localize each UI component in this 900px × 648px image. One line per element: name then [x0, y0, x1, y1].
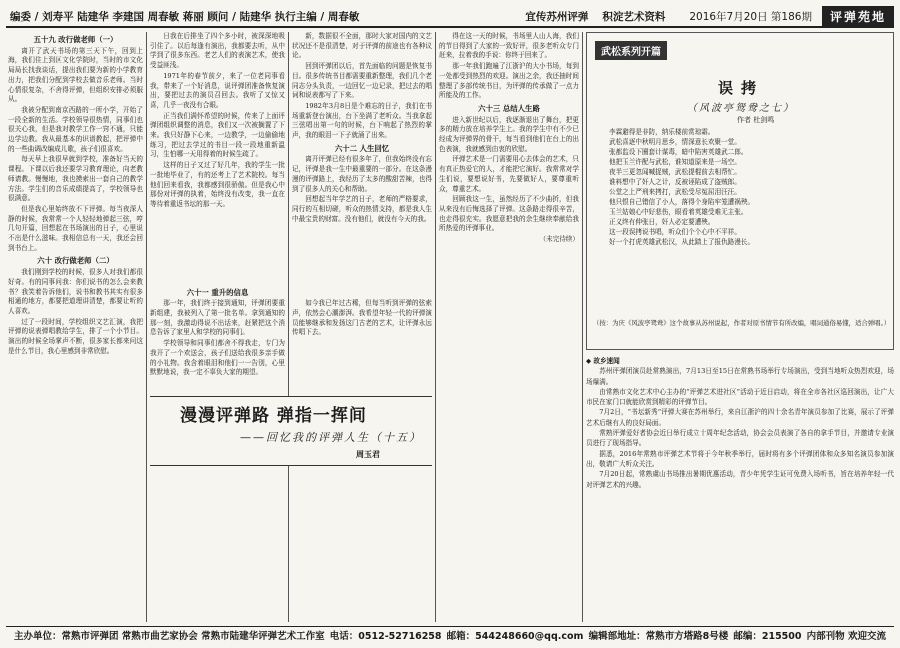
poem-line: 好一个打虎英雄武松汉，从此踏上了报仇路漫长。 [609, 238, 755, 246]
poem-subtitle: （风波亭鸳鸯之七） [687, 103, 795, 114]
paragraph: 我被分配到南京西路的一所小学，开始了一段全新的生活。学校领导很热情，同事们也很关心我，但是我对教学工作一窍不通，只能边学边教。我从最基本的识谱教起，把评弹中的一些曲调改编成儿歌，孩子们很喜欢。 [8, 105, 143, 153]
news-item: 7月2日，“书坛新秀”评弹大赛在苏州举行，来自江浙沪的四十余名青年演员参加了比赛，展示了评弹艺术后继有人的良好局面。 [586, 408, 894, 427]
footer-phone: 电话：0512-52716258 [329, 630, 442, 642]
news-heading: ◆ 故乡速闻 [586, 357, 620, 365]
paragraph: 1982年3月8日是个难忘的日子，我们在书场重新登台演出，台下坐满了老听众。当我拿起三弦唱出第一句的时候，台下响起了热烈的掌声，我的眼泪一下子就涌了出来。 [292, 101, 432, 140]
footer [6, 626, 894, 642]
poem-line: 正义终有伸张日，奸人必定要遭殃。 [609, 218, 715, 226]
column-3 [292, 32, 432, 622]
paragraph: 回顾我这一生，虽然经历了不少曲折，但我从来没有后悔选择了评弹。这条路走得很辛苦，也走得很充实。我愿意把我的余生继续奉献给我所热爱的评弹事业。 [439, 195, 579, 233]
poem-line: 谁料想中了奸人之计，反被诬陷成了盗贼郎。 [609, 178, 741, 186]
paragraph: 我们刚到学校的时候，很多人对我们都很好奇。有的同事问我：你们说书的怎么会来教书？我笑着告诉他们，说书和教书其实有很多相通的地方，都要把道理讲清楚，都要让听的人喜欢。 [8, 268, 143, 315]
feature-subtitle: ——回忆我的评弹人生（十五） [240, 431, 422, 444]
column-divider [435, 32, 436, 622]
section-heading: 六十 改行做老师（二） [37, 256, 114, 266]
column-divider [582, 32, 583, 622]
paragraph: 学校领导和同事们都舍不得我走，专门为我开了一个欢送会，孩子们送给我很多亲手做的小礼物。我含着眼泪和他们一一告别，心里默默地说，我一定不辜负大家的期望。 [150, 339, 285, 377]
poem-line: 公堂之上严刑来拷打，武松受尽冤屈泪汪汪。 [609, 188, 741, 196]
feature-title: 漫漫评弹路 弹指一挥间 [180, 406, 367, 426]
column-divider [288, 32, 289, 622]
news-item: 苏州评弹团演员赴常熟演出，7月13日至15日在常熟书场举行专场演出，受到当地听众热烈欢迎，场场爆满。 [586, 367, 894, 386]
news-item: 据悉，2016年常熟市评弹艺术节将于今年秋季举行，届时将有多个评弹团体和众多知名演员参加演出，敬请广大听众关注。 [586, 449, 894, 468]
paragraph: 得在这一天的时候，书场里人山人海，我们的节目得到了大家的一致好评，很多老听众专门赶来，拉着我的手说：你终于回来了。 [439, 32, 579, 60]
poem-line: 他把玉兰许配与武松，谁知道原来是一场空。 [609, 158, 741, 166]
paragraph: 1971年的春节前夕，来了一位老同事看我，带来了一个好消息，说评弹团准备恢复演出，要把过去的演员召回去。我听了又惊又喜，几乎一夜没有合眼。 [150, 71, 285, 109]
feature-title-block [150, 396, 432, 466]
poem-box [586, 32, 894, 350]
news-item: 7月20日起，常熟虞山书场推出暑期优惠活动，青少年凭学生证可免费入场听书，旨在培养年轻一代对评弹艺术的兴趣。 [586, 470, 894, 489]
paragraph: 离开了武天书场的第三天下午，回到上海，我们住上到区文化学院时，当时的市文化局局长找我谈话，提出我们要为新的小学教育出力，把我们分配到学校去做音乐老师。当时心情很复杂，不舍得评弹，但组织安排必须服从。 [8, 46, 143, 104]
issue-date: 2016年7月20日 第186期 [689, 10, 812, 23]
paragraph: 那一年，我们终于接到通知，评弹团要重新组建，我被列入了第一批名单。拿到通知的那一刻，我激动得说不出话来，赶紧把这个消息告诉了家里人和学校的同事们。 [150, 299, 285, 337]
paragraph: 正当我们满怀希望的时候，传来了上面评弹团组织调整的消息，我们又一次被搁置了下来。我只好静下心来，一边教学，一边偷偷地练习，把过去学过的书目一段一段地重新温习，生怕哪一天用得着的时候生疏了。 [150, 111, 285, 159]
footer-address: 编辑部地址：常熟市方塔路8号楼 [588, 630, 729, 642]
column-head: 武松系列开篇 [595, 41, 667, 60]
poem-line: 这一段误拷说书唱，听众们个个心中不平祥。 [609, 228, 741, 236]
editors-line: 编委 / 刘寿平 陆建华 李建国 周春敏 蒋丽 顾问 / 陆建华 执行主编 / 周春敏 [10, 10, 360, 23]
paper-name: 宜传苏州评弹 [525, 10, 589, 23]
feature-author: 周玉君 [356, 449, 380, 459]
news-box [586, 356, 894, 624]
paragraph: 评弹艺术是一门需要用心去体会的艺术，只有真正热爱它的人，才能把它演好。我常常对学生们说，要想说好书，先要做好人，要尊重听众，尊重艺术。 [439, 155, 579, 193]
column-1 [8, 32, 143, 622]
page-banner: 评弹苑地 [822, 6, 894, 27]
paragraph: 这样的日子又过了好几年，我的学生一批一批地毕业了，有的还考上了艺术院校。每当他们回来看我，我都感到很骄傲。但是我心中那份对评弹的执着，始终没有改变，我一直在等待着重返书坛的那一天。 [150, 161, 285, 208]
paragraph: 如今我已年过古稀，但每当听到评弹的弦索声，依然会心潮澎湃。我希望年轻一代的评弹演员能够继承和发扬这门古老的艺术，让评弹永远传唱下去。 [292, 299, 432, 337]
poem-note: （按：为庆《风波亭鸳鸯》这个故事从苏州说起，作者对原书情节有所改编，唱词通俗易懂，适合弹唱。） [593, 319, 891, 327]
section-heading: 六十一 重升的信息 [186, 287, 249, 297]
to-be-continued: （未完待续） [539, 235, 579, 244]
poem-lines [609, 127, 877, 247]
right-section [586, 32, 894, 624]
paragraph: 离开评弹已经有很多年了，但我始终没有忘记，评弹是我一生中最重要的一部分。在这条漫漫的评弹路上，我经历了太多的酸甜苦辣，也得到了很多人的关心和帮助。 [292, 155, 432, 193]
poem-line: 夜半三更忽闻喊捉贼，武松提棍前去相帮忙。 [609, 168, 741, 176]
poem-author: 作者 杜剑鸣 [737, 116, 775, 124]
poem-title: 误拷 [717, 79, 764, 97]
paragraph: 新，数据很不全面，那时大家对国内的文艺状况还不是很清楚，对于评弹的前途也有各种议论。 [292, 32, 432, 60]
section-name: 积淀艺术资料 [602, 10, 666, 23]
footer-sponsor: 主办单位：常熟市评弹团 常熟市曲艺家协会 常熟市陆建华评弹艺术工作室 [14, 630, 325, 642]
poem-line: 张都监设下圈套计谋毒，暗中陷害英雄武二郎。 [609, 148, 748, 156]
paragraph: 那一年我们跑遍了江浙沪的大小书场，每到一处都受到热烈的欢迎。演出之余，我还抽时间整理了多部传统书目，为评弹的传承做了一点力所能及的工作。 [439, 62, 579, 100]
poem-line: 李霖避得是非防，纳乐楼前赏琼霜。 [609, 128, 715, 136]
section-heading: 五十九 改行做老师（一） [33, 35, 118, 44]
paragraph: 回想起当年学艺的日子，老师的严格要求，同行的互相切磋，听众的热情支持，都是我人生中最宝贵的财富。没有他们，就没有今天的我。 [292, 195, 432, 223]
column-2 [150, 32, 285, 622]
paragraph: 回到评弹团以后，首先面临的问题是恢复书目。很多传统书目都需要重新整理，我们几个老同志分头负责，一边回忆一边记录，把过去的唱词和说表都写了下来。 [292, 62, 432, 100]
paragraph: 进入新世纪以后，我逐渐退出了舞台，把更多的精力放在培养学生上。我的学生中有不少已经成为评弹界的骨干，每当看到他们在台上的出色表演，我就感到由衷的欣慰。 [439, 115, 579, 153]
footer-note: 内部刊物 欢迎交流 [806, 630, 886, 642]
news-item: 由常熟市文化艺术中心主办的“评弹艺术进社区”活动于近日启动，将在全市各社区巡回演出，让广大市民在家门口就能欣赏到精彩的评弹节目。 [586, 387, 894, 407]
paragraph: 每天早上我很早就到学校，准备好当天的课程。下课以后我还要学习教育理论，向老教师请教。慢慢地，我也摸索出一套自己的教学方法。学生们的音乐成绩提高了，学校领导也很满意。 [8, 155, 143, 203]
masthead [6, 6, 894, 28]
footer-email: 邮箱：544248660@qq.com [446, 630, 584, 642]
paragraph: 日我在后排坐了四个多小时，被深深地吸引住了。以后每逢有演出，我都要去听，从中学到了很多东西。老艺人们的表演艺术，使我受益匪浅。 [150, 32, 285, 70]
poem-line: 玉兰姑娘心中好悲伤，眼看着英雄受难无主张。 [609, 208, 748, 216]
section-heading: 六十二 人生回忆 [334, 143, 390, 153]
column-4 [439, 32, 579, 622]
poem-line: 他只恨自己错信了小人，落得个身陷牢笼遭祸殃。 [609, 198, 755, 206]
footer-postcode: 邮编：215500 [733, 630, 802, 642]
section-heading: 六十三 总结人生路 [478, 103, 540, 113]
column-divider [146, 32, 147, 622]
poem-line: 武松喜逐中秋明月思乡，情深意长欢聚一堂。 [609, 138, 741, 146]
news-item: 常熟评弹爱好者协会近日举行成立十周年纪念活动，协会会员表演了各自的拿手节目，并邀请专业演员进行了现场指导。 [586, 429, 894, 448]
paragraph: 但是我心里始终放不下评弹。每当夜深人静的时候，我常常一个人轻轻地弹起三弦，哼几句开篇，回想起在书场演出的日子，心里说不出是什么滋味。我相信总有一天，我还会回到书台上。 [8, 204, 143, 252]
paragraph: 过了一段时间，学校组织文艺汇演，我把评弹的说表弹唱教给学生，排了一个小节目。演出的时候全场掌声不断，很多家长都来问这是什么节目，我心里感到非常欣慰。 [8, 317, 143, 355]
